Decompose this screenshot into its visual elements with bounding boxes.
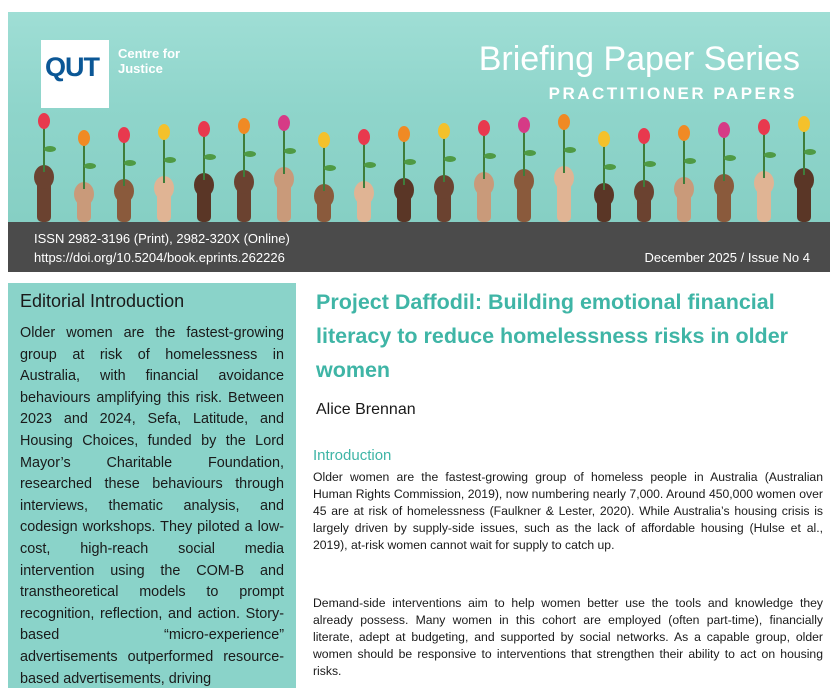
flower-hand [474,120,496,222]
flower-hand [634,128,656,222]
flower-hand [514,117,536,222]
centre-name-line-1: Centre for [118,46,181,61]
header-banner [8,12,830,222]
flower-hand [74,130,96,222]
flower-hand [714,122,736,222]
flower-hand [754,119,776,222]
article-title: Project Daffodil: Building emotional financial literacy to reduce homelessness risks in older women [316,290,789,382]
editorial-body: Older women are the fastest-growing group at risk of homelessness in Australia, with financial avoidance behaviours amplifying this risk. Between 2023 and 2024, Sefa, Latitude, and Housing Choices, funded by the Lord Mayor’s Charitable Foundation, researched these behaviours through interviews, thematic analysis, and codesign workshops. They piloted a low-cost, high-reach social media intervention using the COM-B and transtheoretical models to prompt recognition, reflection, and action. Story-based “micro-experience” advertisements outperformed resource-based advertisements, driving [20,325,284,687]
flower-hand [114,127,136,222]
flower-hand [234,118,256,222]
qut-logo [41,40,109,108]
series-subtitle: PRACTITIONER PAPERS [548,84,797,103]
doi-link[interactable]: https://doi.org/10.5204/book.eprints.262226 [34,250,285,265]
centre-name [118,46,180,76]
editorial-heading: Editorial Introduction [20,291,185,311]
flower-hand [354,129,376,222]
editorial-sidebar [8,283,296,688]
issn-text: ISSN 2982-3196 (Print), 2982-320X (Online) [34,231,290,246]
paragraph-2: Demand-side interventions aim to help women better use the tools and knowledge they already possess. Many women in this cohort are employed (often part-time), financially literate, adept at budgeting, and supported by social networks. As a capable group, older women should be responsive to interventions that strengthen their ability to act on housing risks. [313,596,823,678]
paragraph-1: Older women are the fastest-growing group of homeless people in Australia (Australian Human Rights Commission, 2019), now numbering nearly 7,000. Around 450,000 women over 45 are at risk of homelessness (Faulkner & Lester, 2020). While Australia’s housing crisis is largely driven by supply-side issues, such as the lack of affordable housing (Hulse et al., 2019), at-risk women cannot wait for supply to catch up. [313,470,823,552]
flower-hand [794,116,816,222]
publication-info-bar [8,222,830,272]
section-heading: Introduction [313,447,392,464]
series-title: Briefing Paper Series [478,40,800,78]
flower-hand [34,113,56,222]
flower-hand [434,123,456,222]
flower-hand [194,121,216,222]
flower-hand [594,131,616,222]
flower-hand [274,115,296,222]
qut-logo-text: QUT [45,52,99,82]
flower-hand [674,125,696,222]
article-author: Alice Brennan [316,401,416,418]
flower-hand [154,124,176,222]
centre-name-line-2: Justice [118,61,163,76]
flower-hand [394,126,416,222]
issue-date: December 2025 / Issue No 4 [644,250,810,265]
flower-hand [314,132,336,222]
flower-hand [554,114,576,222]
